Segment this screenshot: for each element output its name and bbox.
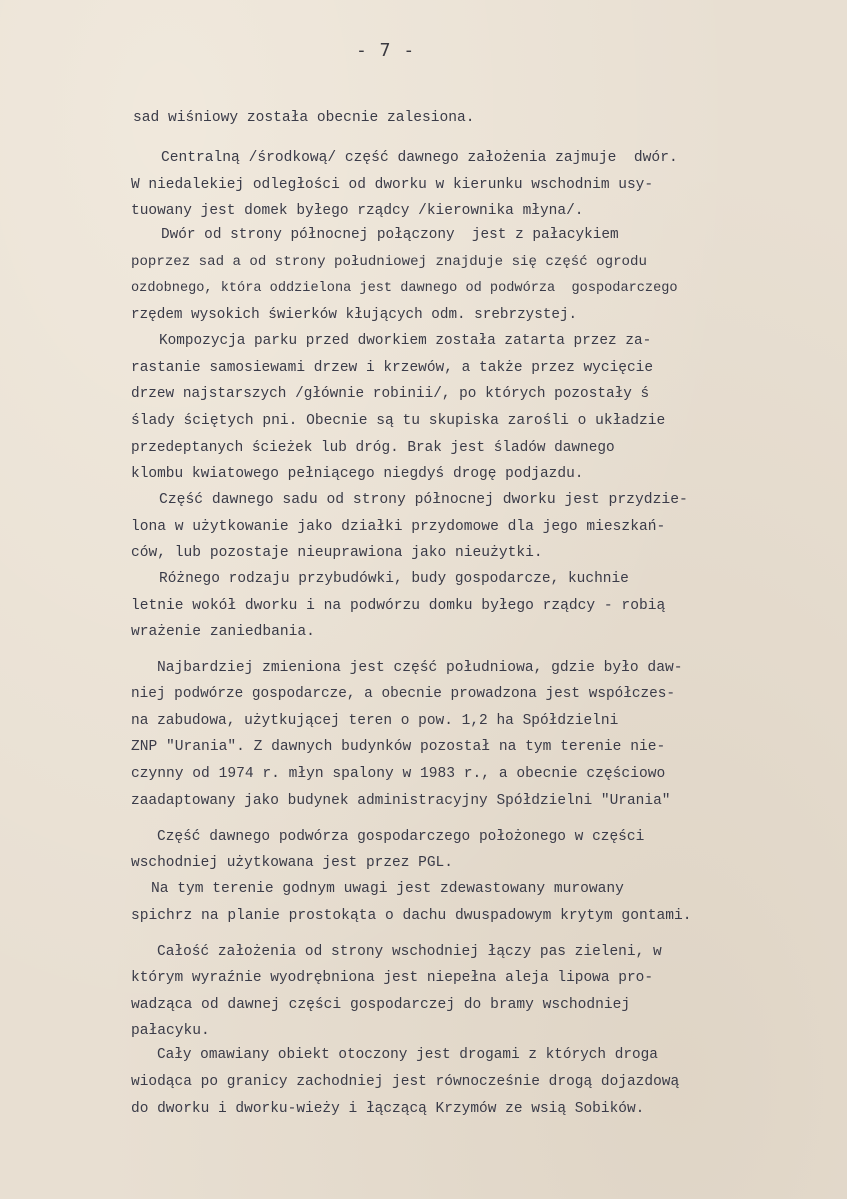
text-line: ślady ściętych pni. Obecnie są tu skupiska zarośli o układzie bbox=[131, 413, 666, 429]
text-line: wadząca od dawnej części gospodarczej do bramy wschodniej bbox=[131, 997, 631, 1013]
text-line: którym wyraźnie wyodrębniona jest niepełna aleja lipowa pro- bbox=[131, 970, 654, 986]
text-line: Najbardziej zmieniona jest część południowa, gdzie było daw- bbox=[157, 660, 683, 676]
text-line: Centralną /środkową/ część dawnego założenia zajmuje dwór. bbox=[161, 150, 678, 166]
text-line: zaadaptowany jako budynek administracyjny Spółdzielni "Urania" bbox=[131, 793, 671, 809]
text-line: do dworku i dworku-wieży i łączącą Krzymów ze wsią Sobików. bbox=[131, 1101, 645, 1117]
text-line: przedeptanych ścieżek lub dróg. Brak jest śladów dawnego bbox=[131, 440, 615, 456]
text-line: Różnego rodzaju przybudówki, budy gospodarcze, kuchnie bbox=[159, 571, 629, 587]
text-line: ozdobnego, która oddzielona jest dawnego od podwórza gospodarczego bbox=[131, 281, 678, 296]
text-line: klombu kwiatowego pełniącego niegdyś drogę podjazdu. bbox=[131, 466, 584, 482]
text-line: poprzez sad a od strony południowej znajduje się część ogrodu bbox=[131, 254, 647, 270]
text-line: niej podwórze gospodarcze, a obecnie prowadzona jest współczes- bbox=[131, 686, 676, 702]
text-line: rzędem wysokich świerków kłujących odm. srebrzystej. bbox=[131, 307, 578, 323]
text-line: czynny od 1974 r. młyn spalony w 1983 r., a obecnie częściowo bbox=[131, 766, 666, 782]
text-line: wrażenie zaniedbania. bbox=[131, 624, 315, 640]
text-line: rastanie samosiewami drzew i krzewów, a także przez wycięcie bbox=[131, 360, 654, 376]
text-line: Całość założenia od strony wschodniej łączy pas zieleni, w bbox=[157, 944, 662, 960]
text-line: ZNP "Urania". Z dawnych budynków pozostał na tym terenie nie- bbox=[131, 739, 666, 755]
text-line: wiodąca po granicy zachodniej jest równocześnie drogą dojazdową bbox=[131, 1074, 680, 1090]
text-line: lona w użytkowanie jako działki przydomowe dla jego mieszkań- bbox=[131, 519, 666, 535]
text-line: Cały omawiany obiekt otoczony jest drogami z których droga bbox=[157, 1047, 658, 1063]
text-line: pałacyku. bbox=[131, 1023, 210, 1039]
text-line: Kompozycja parku przed dworkiem została zatarta przez za- bbox=[159, 333, 652, 349]
text-line: na zabudowa, użytkującej teren o pow. 1,2 ha Spółdzielni bbox=[131, 713, 619, 729]
page-number: - 7 - bbox=[356, 40, 416, 61]
text-line: W niedalekiej odległości od dworku w kierunku wschodnim usy- bbox=[131, 177, 654, 193]
text-line: drzew najstarszych /głównie robinii/, po których pozostały ś bbox=[131, 386, 650, 402]
text-line: Na tym terenie godnym uwagi jest zdewastowany murowany bbox=[151, 881, 624, 897]
text-line: wschodniej użytkowana jest przez PGL. bbox=[131, 855, 453, 871]
text-line: letnie wokół dworku i na podwórzu domku byłego rządcy - robią bbox=[131, 598, 666, 614]
text-line: tuowany jest domek byłego rządcy /kierownika młyna/. bbox=[131, 203, 584, 219]
text-line: Część dawnego podwórza gospodarczego położonego w części bbox=[157, 829, 645, 845]
text-line: Część dawnego sadu od strony północnej dworku jest przydzie- bbox=[159, 492, 688, 508]
text-line: ców, lub pozostaje nieuprawiona jako nieużytki. bbox=[131, 545, 543, 561]
text-line: spichrz na planie prostokąta o dachu dwuspadowym krytym gontami. bbox=[131, 908, 692, 924]
text-line: sad wiśniowy została obecnie zalesiona. bbox=[133, 110, 475, 126]
text-line: Dwór od strony północnej połączony jest z pałacykiem bbox=[161, 227, 619, 243]
